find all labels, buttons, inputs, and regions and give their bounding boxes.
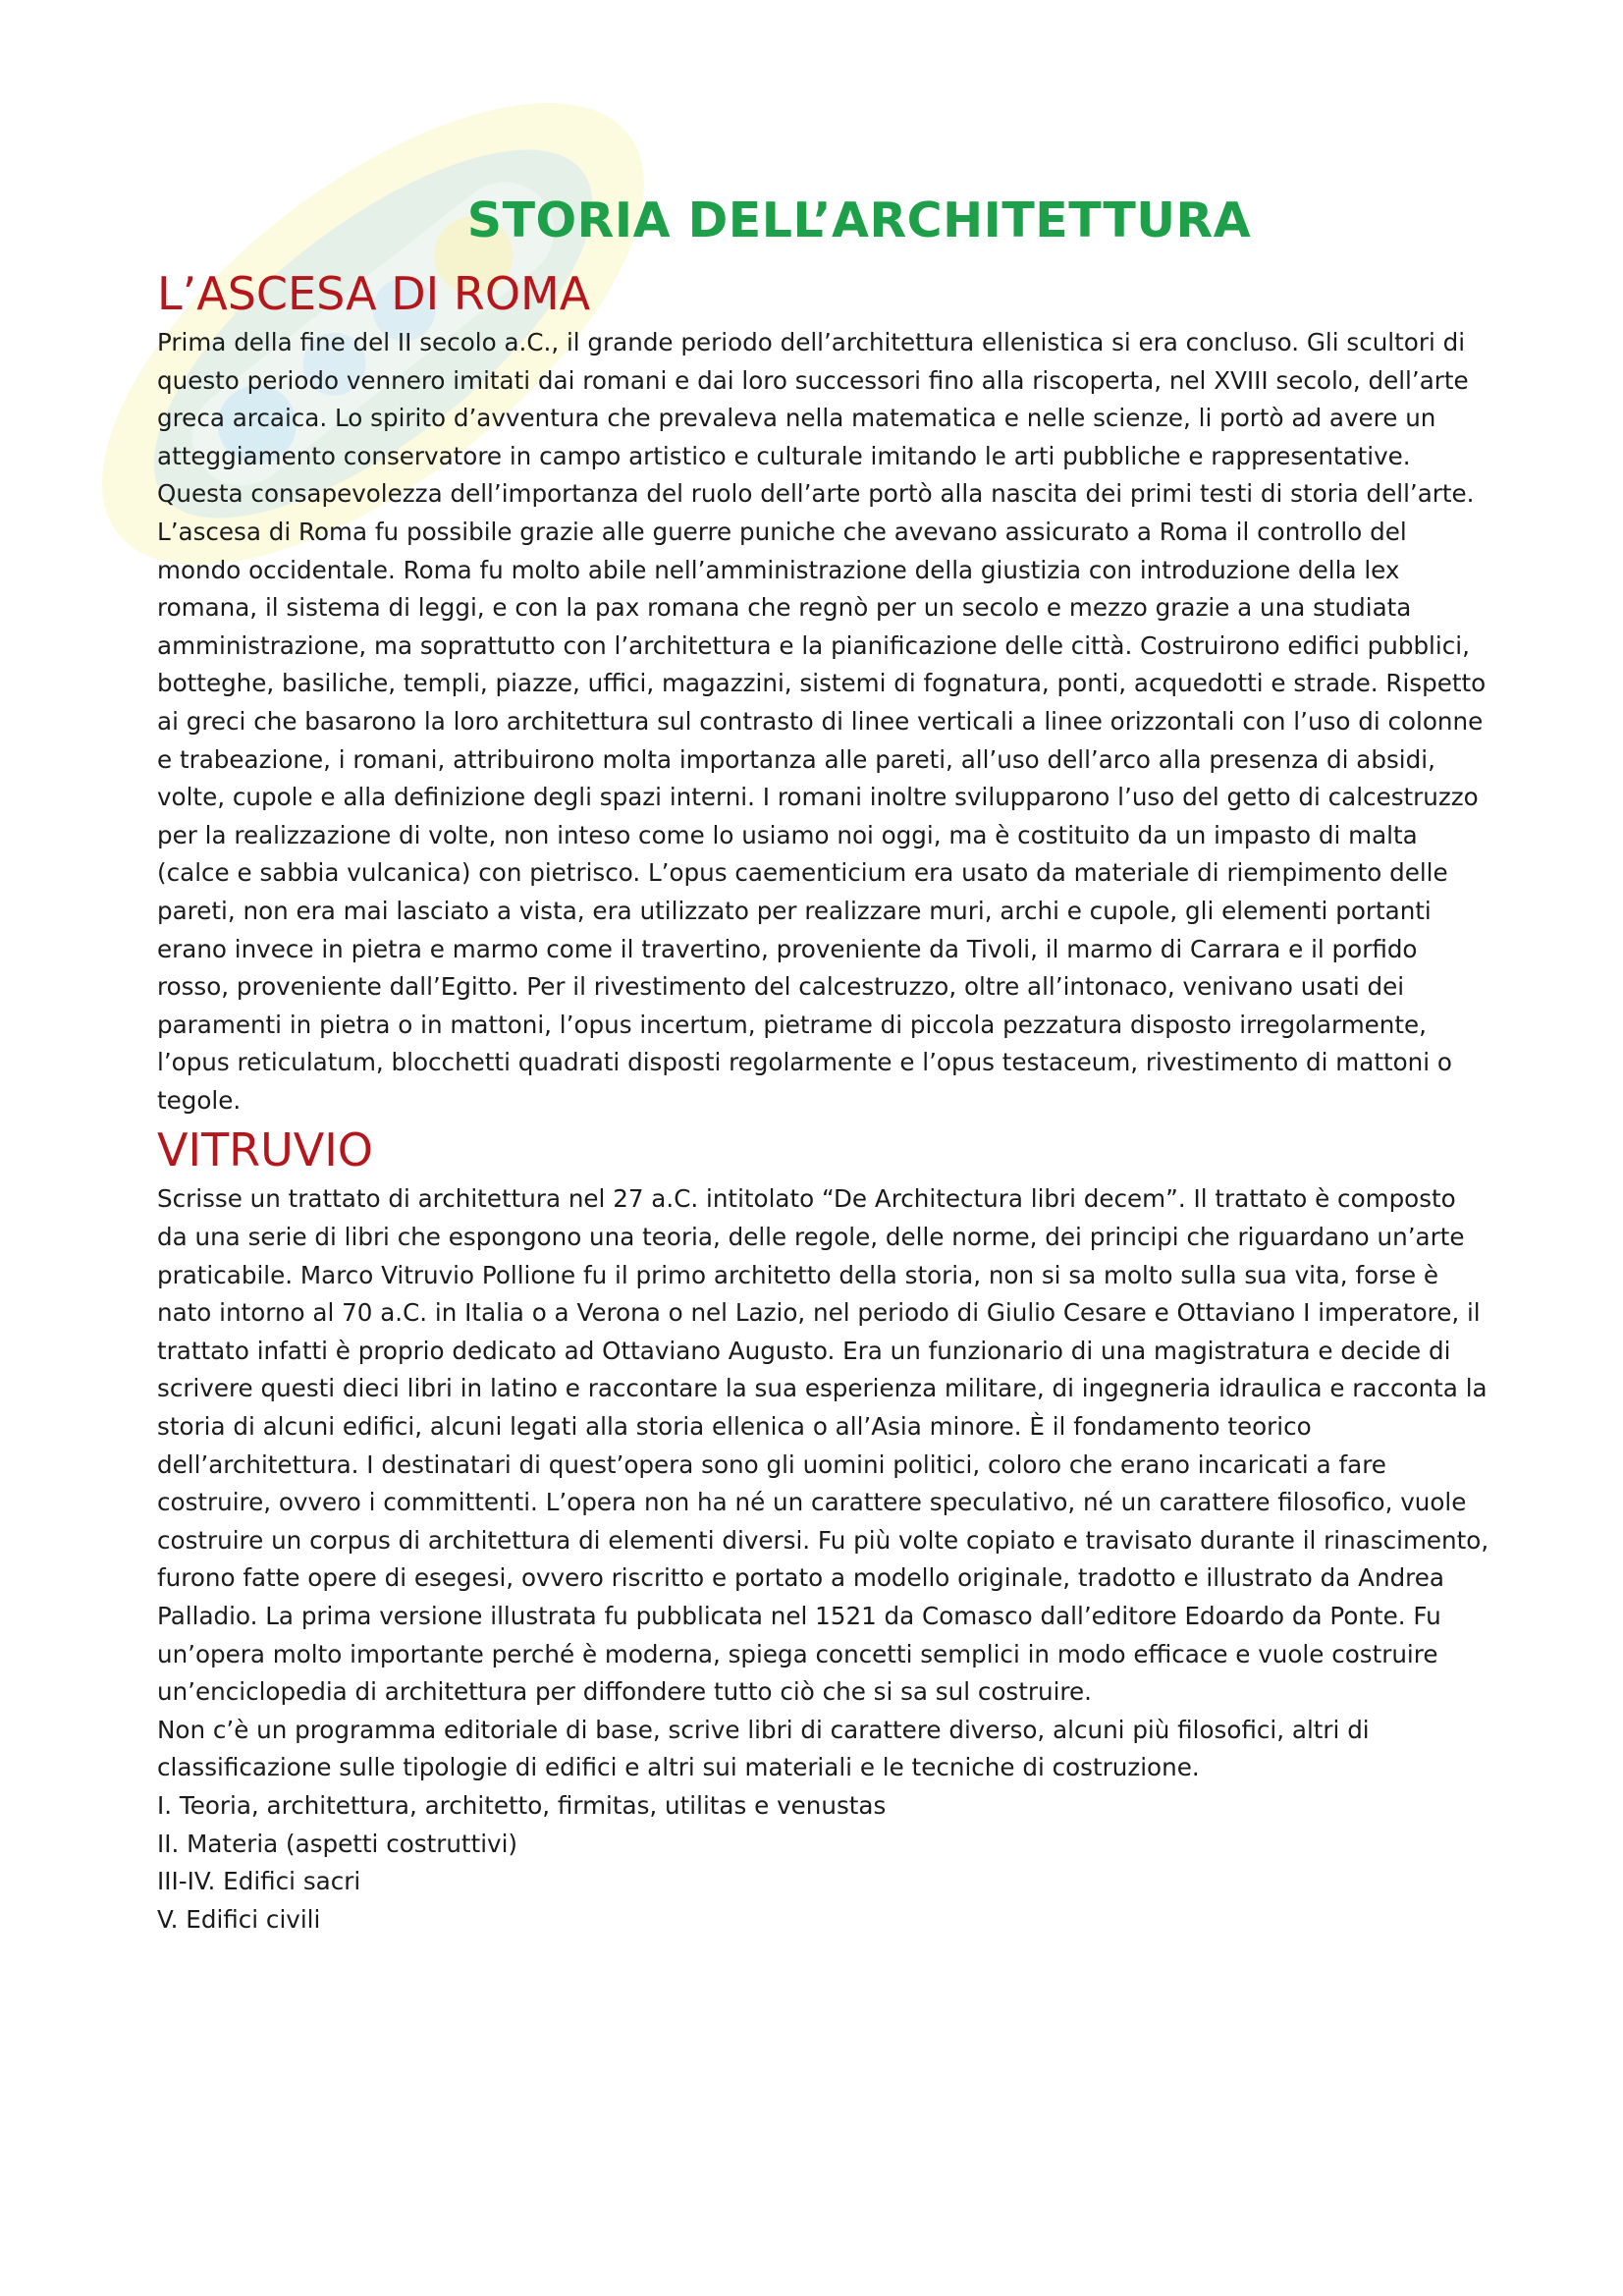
section-paragraph: Non c’è un programma editoriale di base, scrive libri di carattere diverso, alcuni più filosofici, altri di classificazione sulle tipologie di edifici e altri sui materiali e le tecniche di costruzione. [157,1715,1370,1782]
section-paragraph: Prima della fine del II secolo a.C., il grande periodo dell’architettura ellenistica si era concluso. Gli scultori di questo periodo vennero imitati dai romani e dai loro successori fino alla riscoperta, nel XVIII secolo, dell’arte greca arcaica. Lo spirito d’avventura che prevaleva nella matematica e nelle scienze, li portò ad avere un atteggiamento conservatore in campo artistico e culturale imitando le arti pubbliche e rappresentative. Questa consapevolezza dell’importanza del ruolo dell’arte portò alla nascita dei primi testi di storia dell’arte. L’ascesa di Roma fu possibile grazie alle guerre puniche che avevano assicurato a Roma il controllo del mondo occidentale. Roma fu molto abile nell’amministrazione della giustizia con introduzione della lex romana, il sistema di leggi, e con la pax romana che regnò per un secolo e mezzo grazie a una studiata amministrazione, ma soprattutto con l’architettura e la pianificazione delle città. Costruirono edifici pubblici, botteghe, basiliche, templi, piazze, uffici, magazzini, sistemi di fognatura, ponti, acquedotti e strade. Rispetto ai greci che basarono la loro architettura sul contrasto di linee verticali a linee orizzontali con l’uso di colonne e trabeazione, i romani, attribuirono molta importanza alle pareti, all’uso dell’arco alla presenza di absidi, volte, cupole e alla definizione degli spazi interni. I romani inoltre svilupparono l’uso del getto di calcestruzzo per la realizzazione di volte, non inteso come lo usiamo noi oggi, ma è costituito da un impasto di malta (calce e sabbia vulcanica) con pietrisco. L’opus caementicium era usato da materiale di riempimento delle pareti, non era mai lasciato a vista, era utilizzato per realizzare muri, archi e cupole, gli elementi portanti erano invece in pietra e marmo come il travertino, proveniente da Tivoli, il marmo di Carrara e il porfido rosso, proveniente dall’Egitto. Per il rivestimento del calcestruzzo, oltre all’intonaco, venivano usati dei paramenti in pietra o in mattoni, l’opus incertum, pietrame di piccola pezzatura disposto irregolarmente, l’opus reticulatum, blocchetti quadrati disposti regolarmente e l’opus testaceum, rivestimento di mattoni o tegole. [157,328,1487,1115]
section-paragraph: Scrisse un trattato di architettura nel 27 a.C. intitolato “De Architectura libri decem”. Il trattato è composto da una serie di libri che espongono una teoria, delle regole, delle norme, dei principi che riguardano un’arte praticabile. Marco Vitruvio Pollione fu il primo architetto della storia, non si sa molto sulla sua vita, forse è nato intorno al 70 a.C. in Italia o a Verona o nel Lazio, nel periodo di Giulio Cesare e Ottaviano I imperatore, il trattato infatti è proprio dedicato ad Ottaviano Augusto. Era un funzionario di una magistratura e decide di scrivere questi dieci libri in latino e raccontare la sua esperienza militare, di ingegneria idraulica e racconta la storia di alcuni edifici, alcuni legati alla storia ellenica o all’Asia minore. È il fondamento teorico dell’architettura. I destinatari di quest’opera sono gli uomini politici, coloro che erano incaricati a fare costruire, ovvero i committenti. L’opera non ha né un carattere speculativo, né un carattere filosofico, vuole costruire un corpus di architettura di elementi diversi. Fu più volte copiato e travisato durante il rinascimento, furono fatte opere di esegesi, ovvero riscritto e portato a modello originale, tradotto e illustrato da Andrea Palladio. La prima versione illustrata fu pubblicata nel 1521 da Comasco dall’editore Edoardo da Ponte. Fu un’opera molto importante perché è moderna, spiega concetti semplici in modo efficace e vuole costruire un’enciclopedia di architettura per diffondere tutto ciò che si sa sul costruire. [157,1184,1489,1707]
section-vitruvio [157,1120,1492,1939]
list-item: II. Materia (aspetti costruttivi) [157,1829,518,1858]
section-heading: L’ASCESA DI ROMA [157,267,591,320]
section-heading: VITRUVIO [157,1123,374,1177]
book-list [157,1787,1492,1939]
document-page [157,187,1492,1939]
list-item: I. Teoria, architettura, architetto, firmitas, utilitas e venustas [157,1790,887,1820]
section-ascesa-di-roma [157,263,1492,1120]
list-item: III-IV. Edifici sacri [157,1867,361,1896]
list-item: V. Edifici civili [157,1904,321,1934]
document-title: STORIA DELL’ARCHITETTURA [466,192,1252,248]
